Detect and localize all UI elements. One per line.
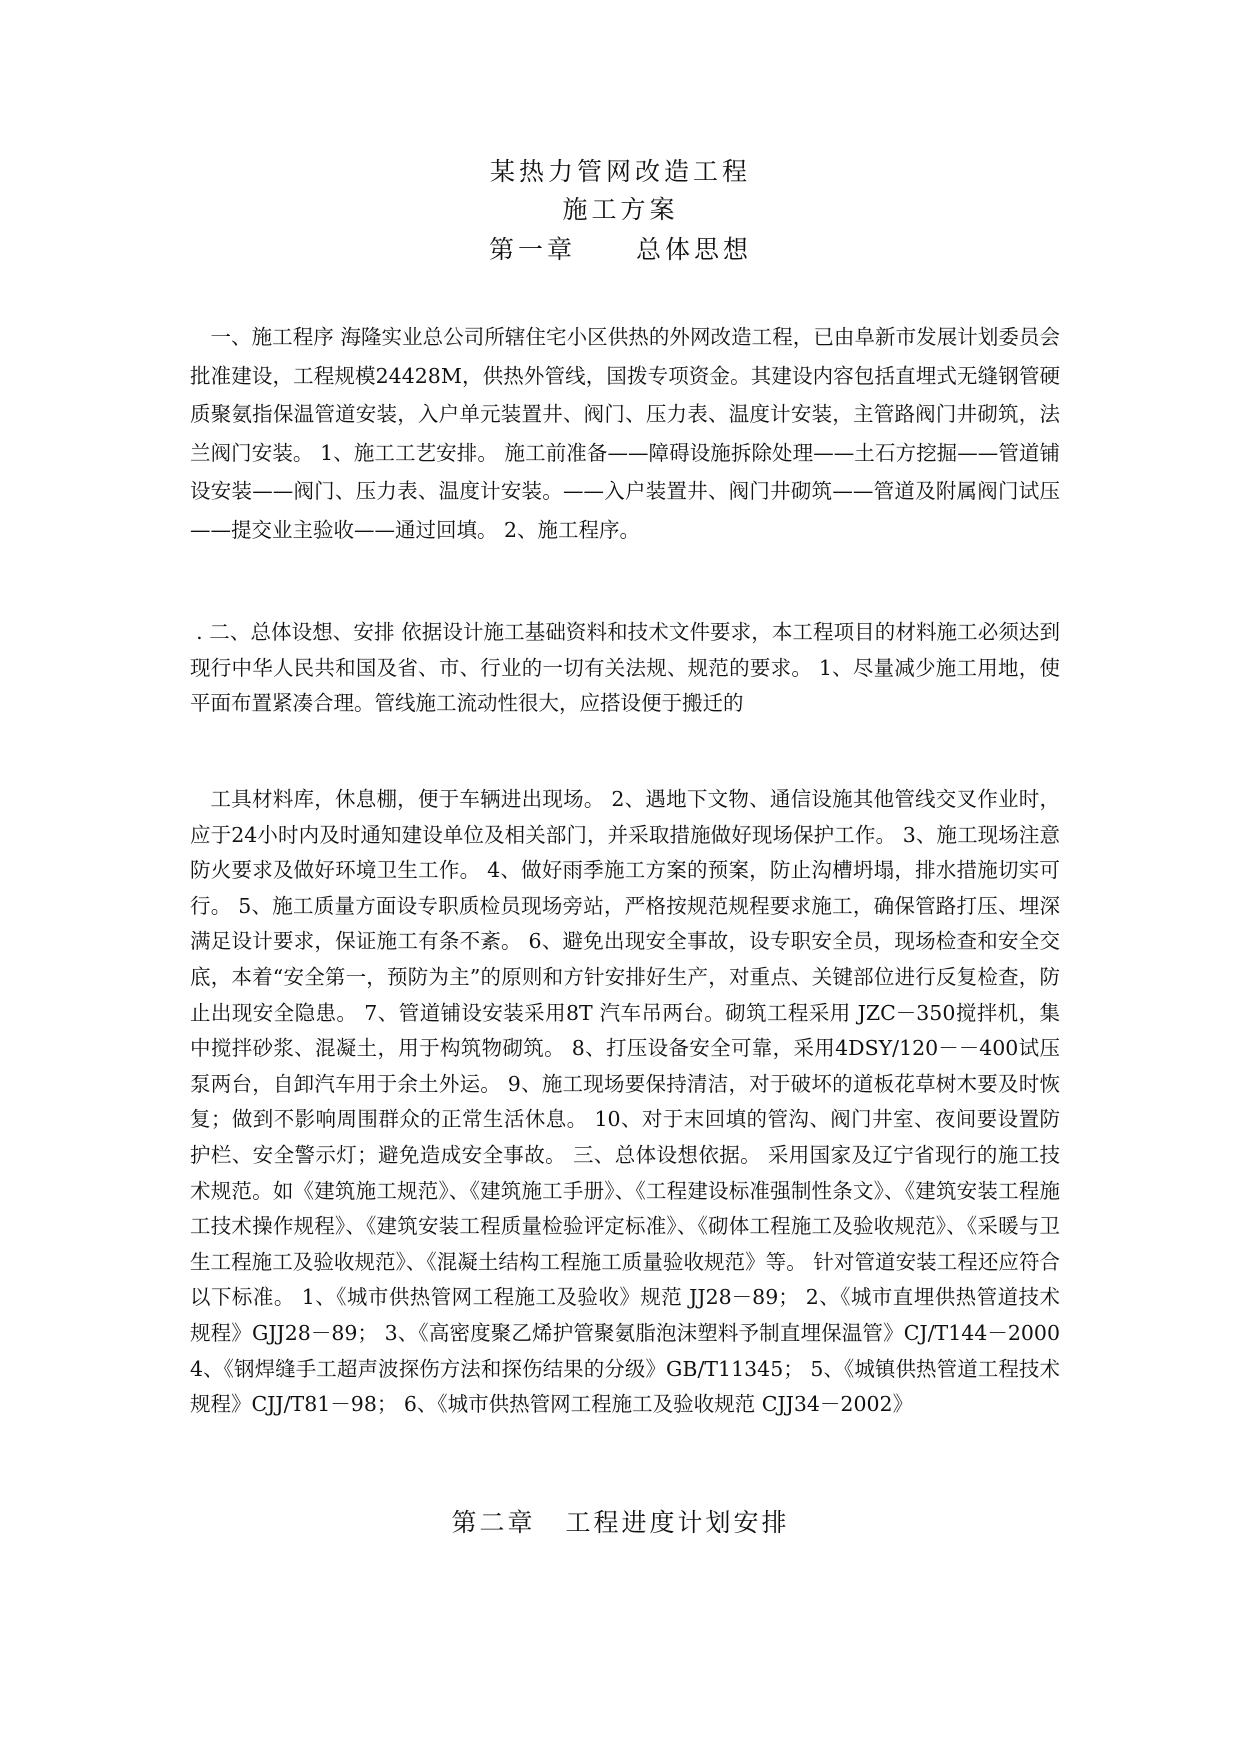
paragraph-overall-plan: . 二、总体设想、安排 依据设计施工基础资料和技术文件要求，本工程项目的材料施工必须达到现行中华人民共和国及省、市、行业的一切有关法规、规范的要求。 1、尽量减少施工用地，使平面布置紧凑合理。管线施工流动性很大，应搭设便于搬迁的 (190, 620, 1060, 715)
document-title: 某热力管网改造工程 (489, 157, 751, 186)
document-subtitle: 施工方案 (562, 195, 679, 224)
paragraph-construction-procedure: 一、施工程序 海隆实业总公司所辖住宅小区供热的外网改造工程，已由阜新市发展计划委员会批准建设，工程规模24428M，供热外管线，国拨专项资金。其建设内容包括直埋式无缝钢管硬质聚氨指保温管道安装，入户单元装置井、阀门、压力表、温度计安装，主管路阀门井砌筑，法兰阀门安装。 1、施工工艺安排。 施工前准备——障碍设施拆除处理——土石方挖掘——管道铺设安装——阀门、压力表、温度计安装。——入户装置井、阀门井砌筑——管道及附属阀门试压——提交业主验收——通过回填。 2、施工程序。 (190, 325, 1060, 542)
chapter-1-name: 总体思想 (636, 235, 753, 264)
chapter-2-name: 工程进度计划安排 (565, 1508, 790, 1537)
chapter-1-number: 第一章 (488, 235, 576, 264)
chapter-2-heading (0, 1506, 1241, 1540)
chapter-1-heading (0, 233, 1241, 267)
paragraph-measures-and-standards: 工具材料库，休息棚，便于车辆进出现场。 2、遇地下文物、通信设施其他管线交叉作业时，应于24小时内及时通知建设单位及相关部门，并采取措施做好现场保护工作。 3、施工现场注意防火要求及做好环境卫生工作。 4、做好雨季施工方案的预案，防止沟槽坍塌，排水措施切实可行。 5、施工质量方面设专职质检员现场旁站，严格按规范规程要求施工，确保管路打压、埋深满足设计要求，保证施工有条不紊。 6、避免出现安全事故，设专职安全员，现场检查和安全交底，本着“安全第一，预防为主”的原则和方针安排好生产，对重点、关键部位进行反复检查，防止出现安全隐患。 7、管道铺设安装采用8T 汽车吊两台。砌筑工程采用 JZC－350搅拌机，集中搅拌砂浆、混凝土，用于构筑物砌筑。 8、打压设备安全可靠，采用4DSY/120－－400试压泵两台，自卸汽车用于余土外运。 9、施工现场要保持清洁，对于破坏的道板花草树木要及时恢复；做到不影响周围群众的正常生活休息。 10、对于末回填的管沟、阀门井室、夜间要设置防护栏、安全警示灯；避免造成安全事故。 三、总体设想依据。 采用国家及辽宁省现行的施工技术规范。如《建筑施工规范》、《建筑施工手册》、《工程建设标准强制性条文》、《建筑安装工程施工技术操作规程》、《建筑安装工程质量检验评定标准》、《砌体工程施工及验收规范》、《采暖与卫生工程施工及验收规范》、《混凝土结构工程施工质量验收规范》等。 针对管道安装工程还应符合以下标准。 1、《城市供热管网工程施工及验收》规范 JJ28－89； 2、《城市直埋供热管道技术规程》GJJ28－89； 3、《高密度聚乙烯护管聚氨脂泡沫塑料予制直埋保温管》CJ/T144－2000 4、《钢焊缝手工超声波探伤方法和探伤结果的分级》GB/T11345； 5、《城镇供热管道工程技术规程》CJJ/T81－98； 6、《城市供热管网工程施工及验收规范 CJJ34－2002》 (190, 787, 1060, 1417)
chapter-2-number: 第二章 (451, 1508, 536, 1537)
